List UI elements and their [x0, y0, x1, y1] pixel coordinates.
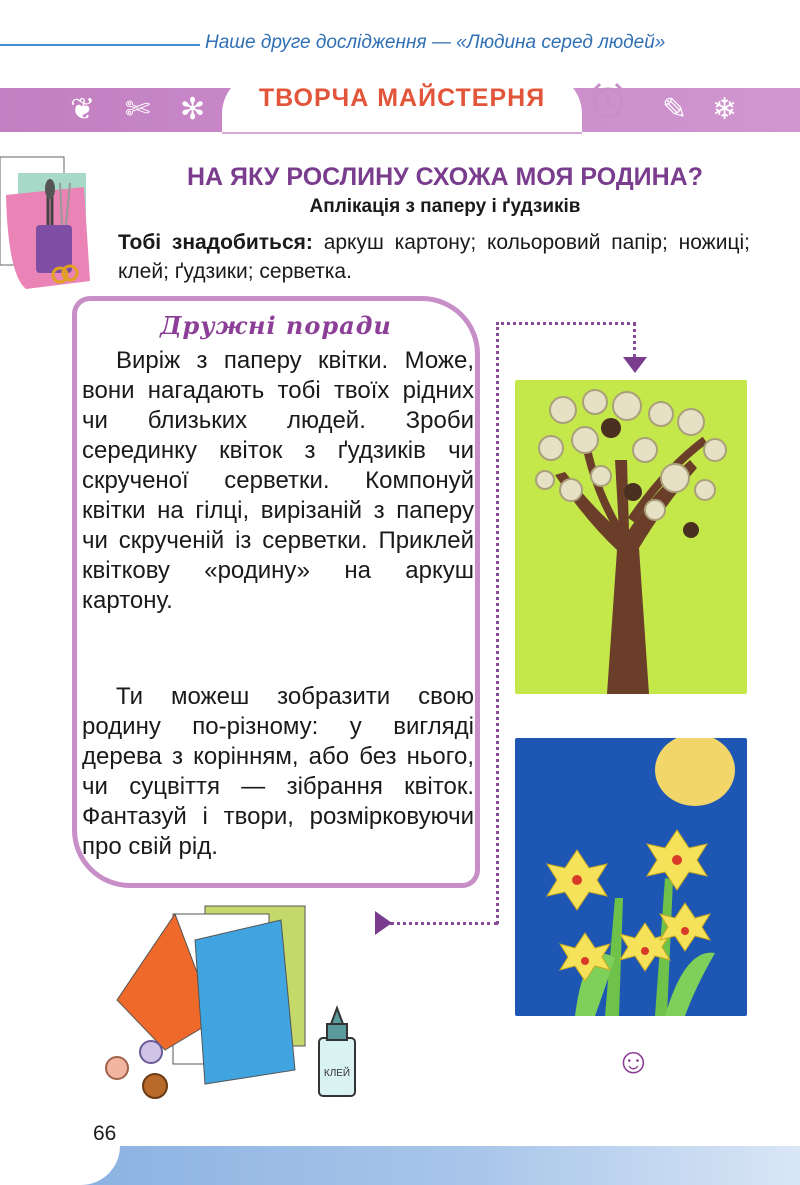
- connector-drop: [633, 322, 636, 358]
- pencil-icon: ✎: [662, 93, 688, 126]
- arrow-right-icon: [375, 911, 392, 935]
- connector-top: [496, 322, 636, 325]
- smiley-icon: ☺: [615, 1040, 652, 1081]
- connector-vertical: [496, 322, 499, 924]
- scissors-icon: ✄: [125, 93, 151, 126]
- arrow-down-icon: [623, 357, 647, 373]
- section-label: ТВОРЧА МАЙСТЕРНЯ: [258, 84, 546, 112]
- advice-paragraph-1: Виріж з паперу квітки. Може, вони нагадають тобі твоїх рідних чи близьких людей. Зроби серединку квіток з ґудзиків чи скрученої серветки. Компонуй квітки на гілці, вирізаній з паперу чи скрученій із серветки. Приклей квіткову «родину» на аркуш картону.: [82, 347, 474, 614]
- connector-bottom: [390, 922, 498, 925]
- footer-band: [0, 1146, 800, 1185]
- task-title: НА ЯКУ РОСЛИНУ СХОЖА МОЯ РОДИНА?: [186, 163, 703, 191]
- glue-bottle-icon: [319, 1008, 355, 1096]
- flowers-photo: [515, 738, 747, 1016]
- task-subtitle: Аплікація з паперу і ґудзиків: [309, 196, 581, 217]
- running-title: Наше друге дослідження — «Людина серед людей»: [205, 32, 666, 53]
- button-tree-photo: [515, 380, 747, 694]
- craft-tools-icon: [0, 155, 100, 295]
- alarm-clock-icon: [588, 80, 628, 122]
- materials-needed: [118, 228, 750, 286]
- buttons-icon: [106, 1041, 167, 1098]
- sparkle-icon: ✻: [180, 93, 206, 126]
- leaf-icon: ❦: [70, 93, 96, 126]
- snowflake-icon: ❄: [712, 93, 738, 126]
- advice-paragraph-2: Ти можеш зобразити свою родину по-різному: у вигляді дерева з корінням, або без нього, чи суцвіття — зібрання квіток. Фантазуй і твори, розмірковуючи про свій рід.: [82, 683, 474, 860]
- materials-text: аркуш картону; кольоровий папір; ножиці; клей; ґудзики; серветка.: [118, 231, 750, 283]
- page-number: 66: [93, 1122, 117, 1145]
- advice-title: Дружні поради: [160, 311, 392, 340]
- materials-label: Тобі знадобиться:: [118, 231, 313, 254]
- glue-label: КЛЕЙ: [323, 1068, 351, 1079]
- header-rule: [0, 44, 200, 46]
